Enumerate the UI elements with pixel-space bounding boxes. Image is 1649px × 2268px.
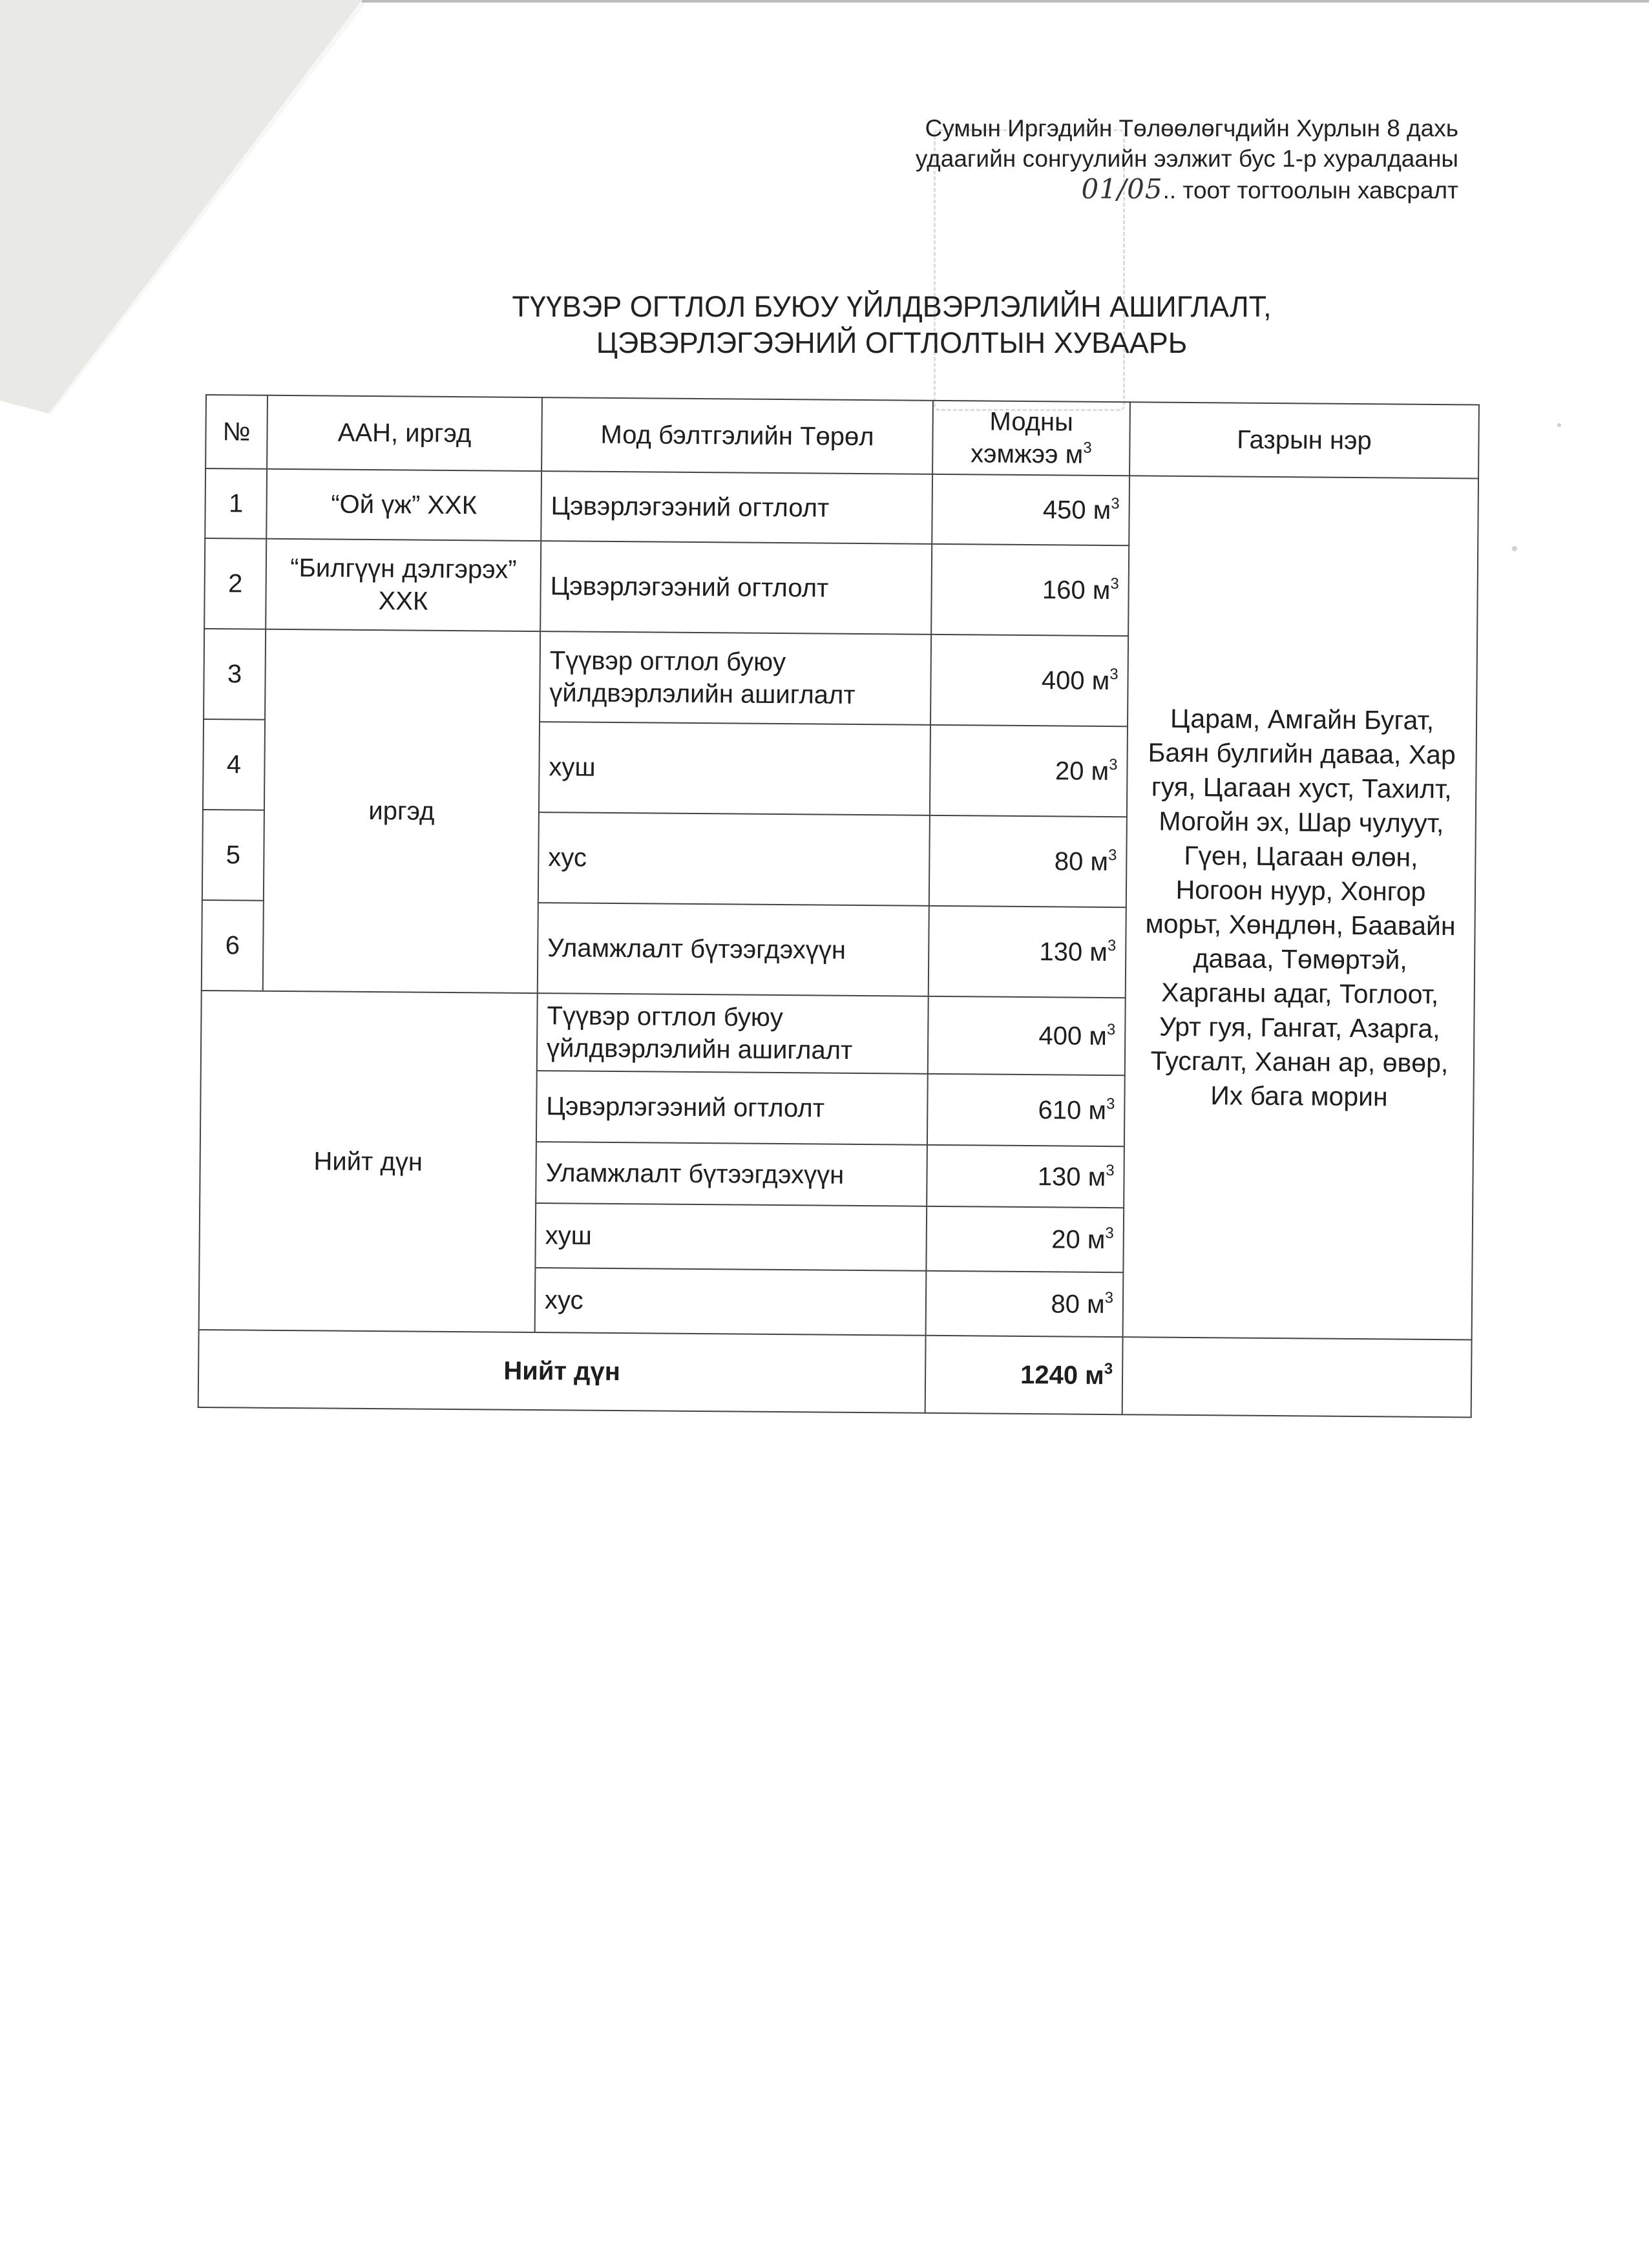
row-entity: “Билгүүн дэлгэрэх” ХХК (266, 539, 541, 631)
volume-value: 400 (1041, 666, 1085, 695)
grand-total-volume (925, 1336, 1123, 1414)
header-volume-line2: хэмжээ м (970, 439, 1084, 469)
row-volume (932, 474, 1129, 545)
page-top-edge (362, 0, 1649, 3)
title-line2: ЦЭВЭРЛЭГЭЭНИЙ ОГТЛОЛТЫН ХУВААРЬ (596, 326, 1188, 359)
row-entity: иргэд (263, 629, 540, 993)
row-volume (929, 906, 1126, 998)
header-place: Газрын нэр (1129, 402, 1479, 478)
header-volume-line1: Модны (989, 407, 1074, 437)
grand-total-label: Нийт дүн (198, 1330, 926, 1413)
row-volume (931, 544, 1129, 636)
volume-value: 130 (1039, 938, 1083, 967)
scan-speck (1512, 546, 1517, 551)
volume-unit: м (1090, 847, 1109, 876)
row-no: 1 (205, 468, 267, 539)
row-volume (930, 725, 1128, 817)
volume-unit: м (1091, 666, 1110, 696)
header-entity: ААН, иргэд (267, 395, 542, 471)
volume-value: 450 (1042, 496, 1086, 525)
table-header-row (205, 395, 1479, 478)
appendix-note-line3-suffix: .. тоот тогтоолын хавсралт (1162, 177, 1458, 204)
appendix-note-line3 (683, 174, 1458, 205)
subtotal-label: Нийт дүн (199, 991, 538, 1332)
row-no: 3 (204, 629, 266, 720)
volume-unit: м (1084, 1361, 1104, 1390)
scan-speck (1557, 423, 1561, 427)
grand-total-row (198, 1330, 1472, 1417)
volume-value: 20 (1055, 757, 1084, 786)
subtotal-type: Түүвэр огтлол буюу үйлдвэрлэлийн ашиглалт (537, 993, 929, 1074)
table-row (205, 468, 1478, 548)
volume-unit: м (1093, 496, 1111, 525)
volume-unit-sup: 3 (1106, 1095, 1115, 1113)
volume-value: 1240 (1020, 1360, 1078, 1390)
header-volume (932, 401, 1130, 476)
subtotal-volume (926, 1271, 1124, 1337)
document-title (362, 289, 1422, 361)
row-no: 6 (202, 900, 264, 991)
grand-total-empty-cell (1122, 1337, 1472, 1417)
subtotal-volume (928, 996, 1126, 1075)
volume-unit: м (1091, 757, 1109, 786)
volume-value: 130 (1037, 1162, 1081, 1192)
appendix-note-line1: Сумын Иргэдийн Төлөөлөгчдийн Хурлын 8 дахь (925, 115, 1458, 142)
volume-unit-sup: 3 (1107, 936, 1117, 955)
volume-unit-sup: 3 (1108, 846, 1117, 865)
row-no: 2 (204, 538, 266, 629)
volume-value: 610 (1038, 1096, 1082, 1125)
volume-unit-sup: 3 (1106, 1161, 1115, 1179)
volume-unit-sup: 3 (1106, 1020, 1116, 1039)
subtotal-type: Уламжлалт бүтээгдэхүүн (536, 1142, 927, 1206)
volume-unit: м (1088, 1096, 1107, 1125)
volume-unit: м (1087, 1225, 1106, 1254)
volume-value: 400 (1038, 1022, 1082, 1051)
volume-unit-sup: 3 (1104, 1360, 1113, 1378)
subtotal-type: хус (535, 1268, 927, 1336)
row-type: Цэвэрлэгээний огтлолт (540, 541, 932, 635)
volume-unit: м (1087, 1162, 1106, 1192)
subtotal-volume (926, 1206, 1124, 1272)
row-entity: “Ой үж” ХХК (266, 469, 541, 541)
volume-unit: м (1089, 1022, 1108, 1051)
volume-unit: м (1089, 938, 1108, 967)
appendix-note (683, 113, 1458, 205)
subtotal-volume (927, 1145, 1124, 1208)
volume-unit: м (1086, 1290, 1105, 1319)
row-no: 5 (202, 810, 264, 901)
row-type: Цэвэрлэгээний огтлолт (541, 471, 932, 544)
volume-value: 80 (1054, 847, 1084, 876)
subtotal-volume (927, 1074, 1125, 1146)
subtotal-type: Цэвэрлэгээний огтлолт (536, 1071, 928, 1145)
subtotal-type: хуш (535, 1203, 927, 1271)
volume-unit-sup: 3 (1111, 495, 1120, 513)
row-type: Түүвэр огтлол буюу үйлдвэрлэлийн ашиглалт (540, 631, 931, 725)
volume-unit-sup: 3 (1109, 755, 1118, 774)
volume-unit-sup: 3 (1109, 666, 1119, 684)
row-no: 4 (203, 719, 265, 810)
title-line1: ТҮҮВЭР ОГТЛОЛ БУЮУ ҮЙЛДВЭРЛЭЛИЙН АШИГЛАЛТ, (512, 290, 1272, 323)
row-type: хус (538, 812, 930, 906)
place-names-cell: Царам, Амгайн Бугат, Баян булгийн даваа, Хар гуя, Цагаан хуст, Тахилт, Могойн эх, Шар чулуут, Гүен, Цагаан өлөн, Ногоон нуур, Хонгор морьт, Хөндлөн, Баавайн даваа, Төмөртэй, Харганы адаг, Тоглоот, Урт гуя, Гангат, Азарга, Тусгалт, Ханан ар, өвөр, Их бага морин (1123, 476, 1478, 1339)
row-type: Уламжлалт бүтээгдэхүүн (538, 903, 929, 996)
volume-unit-sup: 3 (1110, 575, 1119, 593)
header-type: Мод бэлтгэлийн Төрөл (541, 397, 933, 474)
volume-unit: м (1092, 576, 1111, 605)
volume-value: 80 (1051, 1290, 1080, 1319)
volume-unit-sup: 3 (1104, 1288, 1114, 1307)
volume-value: 160 (1042, 576, 1086, 605)
volume-unit-sup: 3 (1105, 1224, 1114, 1243)
resolution-number: 01/05 (1081, 173, 1163, 205)
row-volume (929, 815, 1127, 907)
volume-value: 20 (1051, 1225, 1080, 1254)
header-no: № (205, 395, 268, 469)
logging-schedule-table (198, 394, 1480, 1418)
header-volume-sup: 3 (1083, 439, 1092, 457)
row-volume (930, 635, 1128, 726)
row-type: хуш (539, 722, 930, 815)
appendix-note-line2: удаагийн сонгуулийн ээлжит бус 1-р хуралдааны (915, 145, 1458, 172)
